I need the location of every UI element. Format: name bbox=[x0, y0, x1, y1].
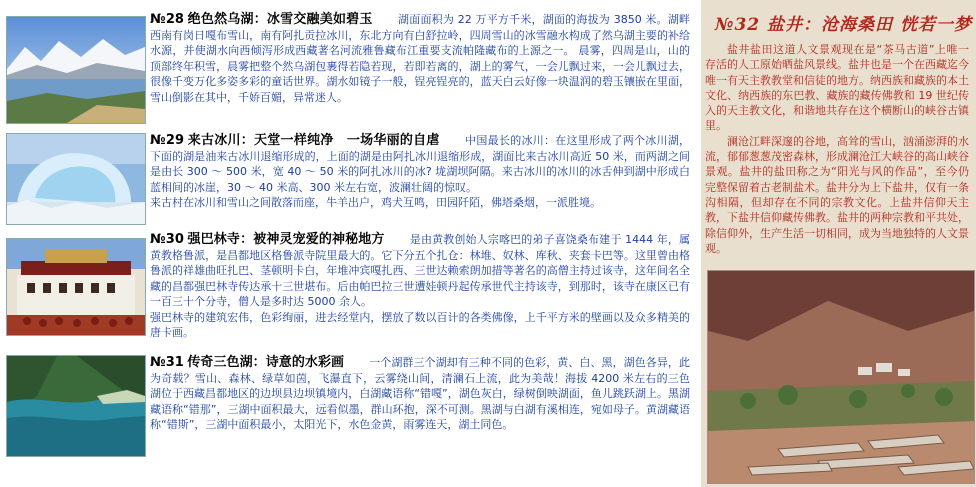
entry-number: №29 bbox=[150, 133, 184, 148]
sidebar-text bbox=[705, 42, 969, 256]
entry-number: №30 bbox=[150, 232, 184, 247]
sidebar-paragraph: 盐井盐田这道人文景观现在是“茶马古道”上唯一存活的人工原始晒盐风景线。盐井也是一个在西藏迄今唯一有天主教教堂和信徒的地方。纳西族和藏族的本土文化、纳西族的东巴教、藏族的藏传佛教和 19 世纪传入的天主教文化，和谐地共存在这个横断山的峡谷古镇里。 bbox=[705, 43, 969, 133]
entry-number: №28 bbox=[150, 12, 184, 27]
entry-body: 一个湖群三个湖却有三种不同的色彩，黄、白、黑，湖色各异，此为奇载？雪山、森林、绿草如茵，飞瀑直下，云雾绕山间，清澜石上流，此为美哉！海拔 4200 米左右的三色湖位于西藏昌都地区的边坝县边坝镇境内，白湖藏语称“错嘎”，湖色灰白，绿树倒映湖面，鱼儿跳跃湖上。黑湖藏语称“错那”，三湖中面积最大，远看似墨，群山环抱，深不可测。黑湖与白湖有溪相连，宛如母子。黄湖藏语称“错斯”，三湖中面积最小，太阳光下，水色金黄，雨雾连天，湖土同色。 bbox=[150, 356, 690, 431]
sidebar-paragraph: 澜沧江畔深邃的谷地，高耸的雪山，汹涌澎湃的水流，郁郁葱葱茂密森林，形成澜沧江大峡谷的高山峡谷景观。盐井的盐田称之为“阳光与风的作品”，至今仍完整保留着古老制盐术。盐井分为上下盐井，仅有一条沟相隔，但却存在不同的宗教文化。上盐井信仰天主教，下盐井信仰藏传佛教。盐井的两种宗教和平共处，除信仰外，生产生活一切相同，成为当地独特的人文景观。 bbox=[705, 134, 969, 255]
qiangbalin-temple-photo bbox=[6, 238, 146, 336]
laigu-glacier-photo bbox=[6, 133, 146, 225]
entry-title: 来古冰川：天堂一样纯净 一场华丽的自虐 bbox=[187, 133, 440, 148]
entry-extra: 强巴林寺的建筑宏伟，色彩绚丽，进去经堂内，摆放了数以百计的各类佛像，上千平方米的壁画以及众多精美的唐卡画。 bbox=[150, 310, 690, 339]
entry-body: 湖面面积为 22 万平方千米，湖面的海拔为 3850 米。湖畔西南有岗日嘎布雪山，南有阿扎贡拉冰川，东北方向有白舒拉岭，四周雪山的冰雪融水构成了然乌湖主要的补给水源，并使湖水向西倾泻形成西藏著名河流雅鲁藏布江重要支流帕隆藏布的上源之一。 晨雾，四周是山，山的顶部终年积雪，晨雾把整个然乌湖包裹得若隐若现，若即若离的，湖上的雾气，一会儿飘过来，一会儿飘过去，很像千变万化多姿多彩的童话世界。湖水如镜子一般，锃亮锃亮的，蓝天白云好像一块温润的碧玉镶嵌在里面，雪山倒影在其中，千娇百媚，异常迷人。 bbox=[150, 13, 691, 104]
ranwu-lake-photo bbox=[6, 16, 146, 124]
entry-30-text bbox=[150, 232, 690, 341]
sidebar-title: №32 盐井：沧海桑田 恍若一梦 bbox=[715, 15, 972, 35]
yanjing-sidebar bbox=[701, 0, 976, 487]
entry-31-text bbox=[150, 355, 690, 433]
entry-body: 是由黄教创始人宗喀巴的弟子喜饶桑布建于 1444 年，属黄教格鲁派，是昌都地区格鲁派寺院里最大的。它下分五个扎仓：林堆、奴林、库秋、夹套卡巴等。这里曾由格鲁派的祥雄曲旺扎巴、茎顿明卡白，年堆冲宾嘎扎西、三世达赖索朗加措等著名的高僧主持过该寺，这年间名全藏的昌都强巴林寺传达承十三世堪布。后由帕巴拉三世遭娃顿丹起传承世代主持该寺，到那时，该寺在康区已有一百三十个分寺，僧人是多时达 5000 余人。 bbox=[150, 233, 690, 308]
entry-title: 传奇三色湖：诗意的水彩画 bbox=[187, 355, 345, 370]
entry-title: 绝色然乌湖：冰雪交融美如碧玉 bbox=[187, 12, 373, 27]
entry-extra: 来古村在冰川和雪山之间散落而座，牛羊出户，鸡犬互鸣，田园阡陌，佛塔桑烟，一派胜境。 bbox=[150, 196, 601, 209]
three-color-lake-photo bbox=[6, 355, 146, 457]
salt-terraces-photo bbox=[707, 270, 975, 484]
entry-body: 中国最长的冰川：在这里形成了两个冰川湖，下面的湖是油来古冰川退缩形成的，上面的湖是由阿扎冰川退缩形成，湖面比来古冰川高近 50 米，而两湖之间是由长 300 ～ 500 米，宽 40 ～ 50 米的阿扎冰川的冰? 垅湖坝阿隔。来古冰川的冰川的冰舌伸到湖中形成白蓝相间的冰崖，30 ～ 40 米高、300 米左右宽，波澜壮阔的惊叹。 bbox=[150, 134, 691, 194]
entry-29-text bbox=[150, 133, 690, 211]
entry-number: №31 bbox=[150, 355, 184, 370]
entry-title: 强巴林寺：被神灵宠爱的神秘地方 bbox=[187, 232, 385, 247]
entry-28-text bbox=[150, 12, 690, 105]
